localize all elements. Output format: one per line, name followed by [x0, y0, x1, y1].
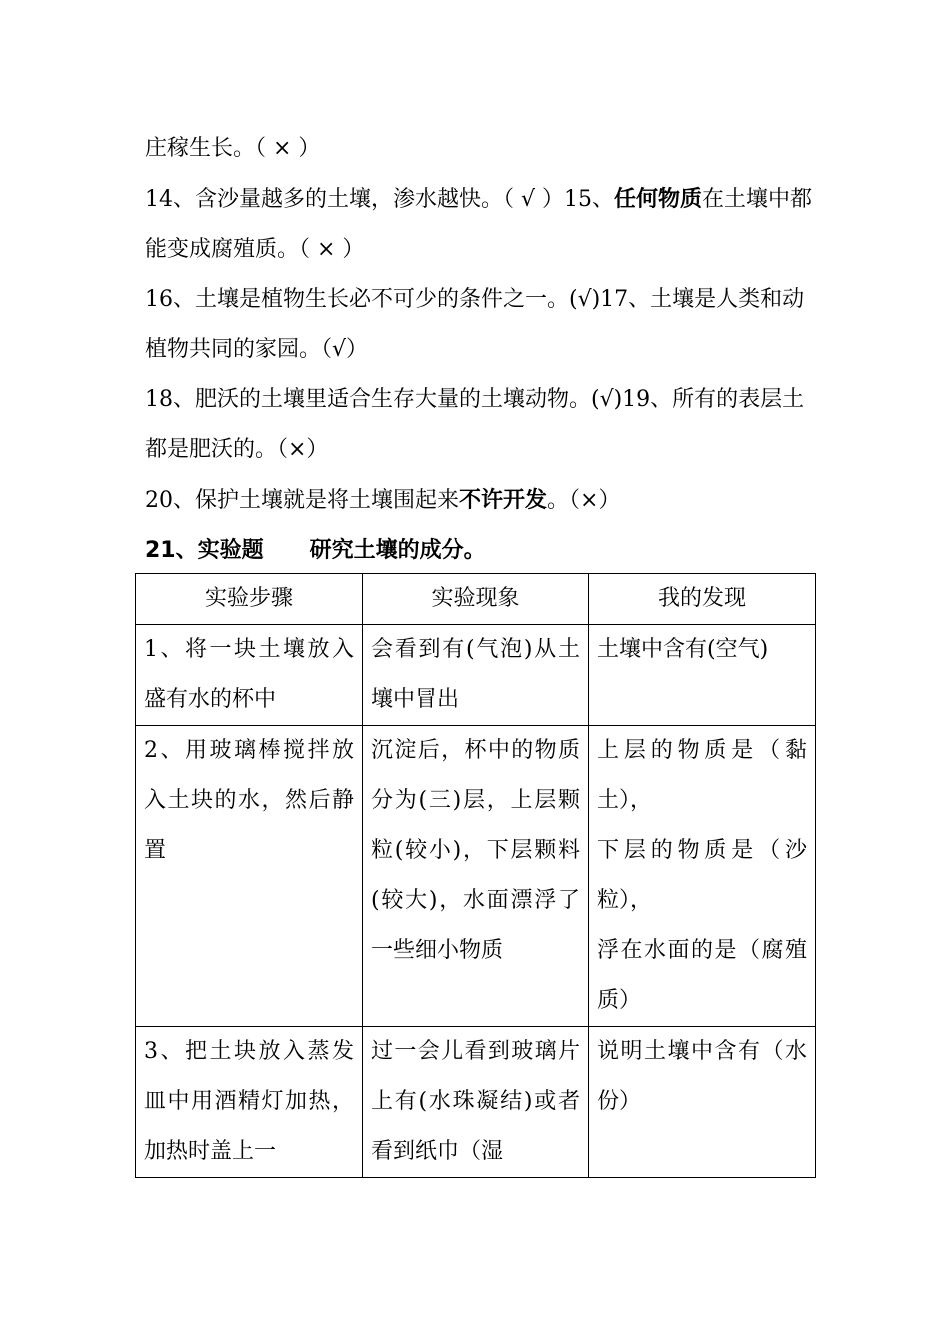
- experiment-table: [135, 573, 816, 1178]
- header-phenomenon: 实验现象: [363, 574, 589, 625]
- emphasis-text: 不许开发: [459, 487, 548, 513]
- finding-cell-text: 下层的物质是（沙粒），: [597, 838, 807, 913]
- emphasis-text: 任何物质: [614, 186, 703, 212]
- statement-text: 20、保护土壤就是将土壤围起来: [145, 488, 459, 513]
- statement-text: 。（×）: [547, 488, 621, 513]
- table-body: [136, 625, 816, 1178]
- table-row: [136, 625, 816, 726]
- finding-cell-text: 土壤中含有(空气): [597, 637, 769, 662]
- statement-paragraphs: [145, 124, 815, 526]
- finding-cell: [589, 625, 816, 726]
- finding-cell-text: 浮在水面的是（腐殖质）: [597, 938, 807, 1013]
- step-cell: [136, 726, 363, 1027]
- table-row: [136, 1027, 816, 1178]
- statement-p13: [145, 124, 815, 174]
- finding-cell: [589, 1027, 816, 1178]
- statement-text: 18、肥沃的土壤里适合生存大量的土壤动物。(√)19、所有的表层土都是肥沃的。（×）: [145, 387, 805, 462]
- step-cell-text: 1、将一块土壤放入盛有水的杯中: [144, 637, 354, 712]
- step-cell-text: 2、用玻璃棒搅拌放入土块的水，然后静置: [144, 738, 354, 863]
- header-step: 实验步骤: [136, 574, 363, 625]
- phenomenon-cell: [363, 625, 589, 726]
- table-row: [136, 726, 816, 1027]
- statement-text: 在土壤中都能变成腐殖质。（ × ）: [145, 187, 813, 262]
- statement-text: 庄稼生长。（ × ）: [145, 136, 321, 161]
- statement-p16: [145, 275, 815, 375]
- phenomenon-cell-text: 过一会儿看到玻璃片上有(水珠凝结)或者看到纸巾（湿: [371, 1039, 580, 1164]
- statement-p20: [145, 475, 815, 526]
- statement-p14: [145, 174, 815, 275]
- statement-p18: [145, 375, 815, 475]
- finding-cell-text: 说明土壤中含有（水份）: [597, 1039, 807, 1114]
- finding-cell: [589, 726, 816, 1027]
- phenomenon-cell-text: 沉淀后，杯中的物质分为(三)层，上层颗粒(较小)，下层颗料(较大)，水面漂浮了一些细小物质: [371, 738, 580, 963]
- statement-text: 14、含沙量越多的土壤，渗水越快。（ √ ）15、: [145, 187, 614, 212]
- phenomenon-cell-text: 会看到有(气泡)从土壤中冒出: [371, 637, 580, 712]
- phenomenon-cell: [363, 726, 589, 1027]
- step-cell-text: 3、把土块放入蒸发皿中用酒精灯加热，加热时盖上一: [144, 1039, 354, 1164]
- phenomenon-cell: [363, 1027, 589, 1178]
- statement-text: 16、土壤是植物生长必不可少的条件之一。(√)17、土壤是人类和动植物共同的家园。（√）: [145, 287, 805, 362]
- experiment-heading: 21、实验题 研究土壤的成分。: [145, 538, 486, 563]
- header-finding: 我的发现: [589, 574, 816, 625]
- step-cell: [136, 625, 363, 726]
- table-header-row: [136, 574, 816, 625]
- step-cell: [136, 1027, 363, 1178]
- question-list: [145, 124, 815, 576]
- finding-cell-text: 上层的物质是（黏土），: [597, 738, 807, 813]
